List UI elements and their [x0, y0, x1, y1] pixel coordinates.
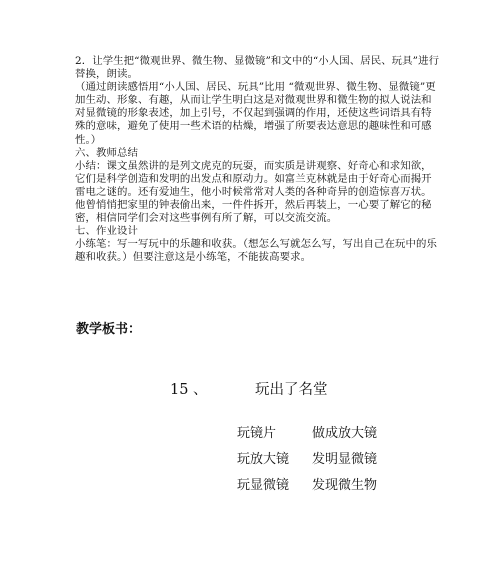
section-heading-homework: 七、作业设计 — [75, 225, 138, 238]
board-cell-activity: 玩镜片 — [237, 425, 277, 441]
board-row — [237, 418, 402, 444]
board-row — [237, 470, 402, 496]
paragraph-step-2: 2．让学生把“微观世界、微生物、显微镜”和文中的“小人国、居民、玩具”进行替换，朗读。 — [75, 55, 440, 81]
paragraph-explanation: （通过朗读感悟用“小人国、居民、玩具”比用 “微观世界、微生物、显微镜”更加生动、形象、有趣，从而让学生明白这是对微观世界和微生物的拟人说法和对显微镜的形象表述，加上引号，不仅起到强调的作用，还使这些词语具有特殊的意味，避免了使用一些术语的枯燥，增强了所要表达意思的趣味性和可感性。） — [75, 81, 436, 146]
board-rows — [237, 418, 402, 496]
board-cell-activity: 玩显微镜 — [237, 477, 290, 493]
board-cell-result: 发明显微镜 — [312, 451, 378, 467]
board-cell-result: 做成放大镜 — [312, 425, 378, 441]
paragraph-homework: 小练笔：写一写玩中的乐趣和收获。（想怎么写就怎么写，写出自己在玩中的乐趣和收获。）但要注意这是小练笔，不能拔高要求。 — [75, 238, 437, 264]
section-heading-teacher-summary: 六、教师总结 — [75, 146, 138, 159]
lesson-number: 15 、 — [170, 382, 208, 398]
paragraph-summary: 小结：课文虽然讲的是列文虎克的玩耍，而实质是讲观察、好奇心和求知欲，它们是科学创造和发明的出发点和原动力。如富兰克林就是由于好奇心而揭开雷电之谜的。还有爱迪生，他小时候常常对人类的各种奇异的创造惊喜万状。他曾悄悄把家里的钟表偷出来，一件件拆开，然后再装上，一心要了解它的秘密，相信同学们会对这些事例有所了解，可以交流交流。 — [75, 159, 432, 225]
board-cell-result: 发现微生物 — [312, 477, 378, 493]
board-cell-activity: 玩放大镜 — [237, 451, 290, 467]
board-heading: 教学板书： — [76, 322, 142, 337]
lesson-title: 玩出了名堂 — [255, 382, 328, 398]
lesson-body-text — [75, 55, 440, 265]
board-row — [237, 444, 402, 470]
